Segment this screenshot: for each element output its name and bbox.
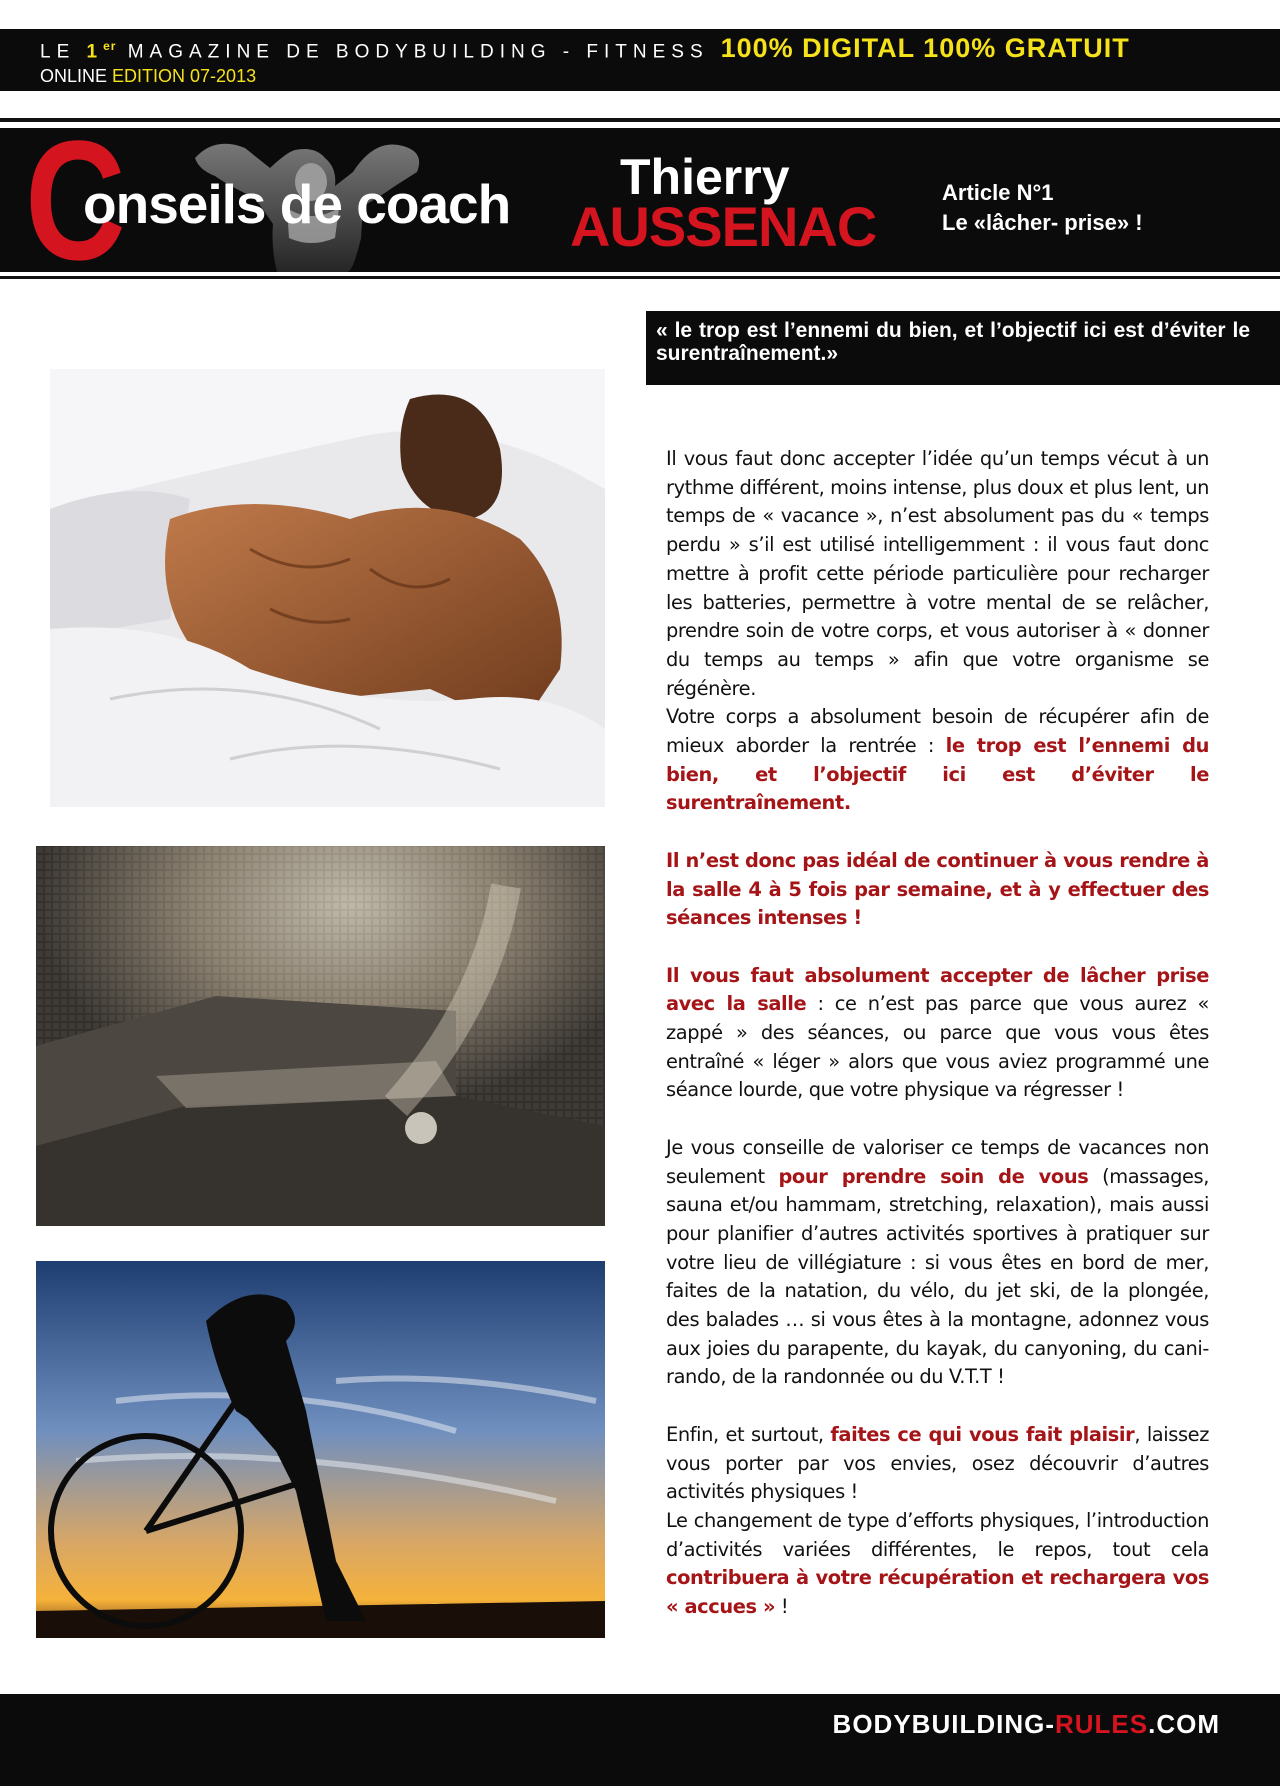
hammam-photo xyxy=(36,846,605,1226)
paragraph-7-text-a: Le changement de type d’efforts physiques, l’introduction d’activités variées différentes, le repos, tout cela xyxy=(666,1508,1209,1561)
paragraph-2 xyxy=(666,703,1209,818)
spacer xyxy=(666,818,1209,847)
paragraph-5-text-a: Je vous conseille de valoriser ce temps de vacances non seulement xyxy=(666,1135,1209,1188)
paragraph-3: Il n’est donc pas idéal de continuer à vous rendre à la salle 4 à 5 fois par semaine, et à y effectuer des séances intenses ! xyxy=(666,848,1209,930)
edition-line xyxy=(40,66,256,87)
brand-c-letter: C xyxy=(25,128,126,272)
paragraph-1: Il vous faut donc accepter l’idée qu’un temps vécut à un rythme différent, moins intense, plus doux et plus lent, un temps de « vacance », n’est absolument pas du « temps perdu » s’il est utilisé intelligemment : il vous faut donc mettre à profit cette période particulière pour recharger les batteries, permettre à votre mental de se relâcher, prendre soin de votre corps, et vous autoriser à « donner du temps au temps » afin que votre organisme se régénère. xyxy=(666,447,1209,700)
digital-free-label: 100% DIGITAL 100% GRATUIT xyxy=(720,33,1130,63)
paragraph-2-text: Votre corps a absolument besoin de récupérer afin de mieux aborder la rentrée : xyxy=(666,705,1209,758)
header-rule-bottom xyxy=(0,276,1280,279)
spacer xyxy=(666,1105,1209,1134)
spacer xyxy=(666,933,1209,962)
website-link[interactable] xyxy=(833,1709,1220,1740)
pull-quote: « le trop est l’ennemi du bien, et l’objectif ici est d’éviter le surentraînement.» xyxy=(646,311,1280,385)
paragraph-2-highlight: le trop est l’ennemi du bien, et l’objectif ici est d’éviter le surentraînement. xyxy=(666,734,1210,815)
site-part-2: RULES xyxy=(1054,1709,1149,1739)
tagline-magazine: MAGAZINE DE BODYBUILDING - FITNESS xyxy=(116,41,709,62)
paragraph-6-text-b: , laissez vous porter par vos envies, osez découvrir d’autres activités physiques ! xyxy=(666,1422,1209,1504)
article-body xyxy=(666,445,1209,1622)
tagline-prefix: LE xyxy=(40,41,87,62)
paragraph-7-highlight: contribuera à votre récupération et rechargera vos « accues » xyxy=(666,1566,1209,1619)
column-title: onseils de coach xyxy=(83,173,511,235)
online-label: ONLINE xyxy=(40,66,113,86)
sleeping-man-photo xyxy=(50,369,605,807)
paragraph-7 xyxy=(666,1507,1209,1622)
article-subtitle: Le «lâcher- prise» ! xyxy=(942,210,1143,235)
magazine-tagline xyxy=(40,39,709,63)
tagline-first: 1 xyxy=(86,41,104,62)
tagline-first-sup: er xyxy=(103,38,117,53)
paragraph-4-highlight: Il vous faut absolument accepter de lâcher prise avec la salle xyxy=(666,963,1209,1016)
paragraph-4 xyxy=(666,962,1209,1106)
article-number: Article N°1 xyxy=(942,180,1054,205)
page-footer xyxy=(0,1694,1280,1786)
paragraph-7-text-b: ! xyxy=(775,1595,789,1619)
paragraph-6-text-a: Enfin, et surtout, xyxy=(666,1422,831,1446)
author-first-name: Thierry xyxy=(620,149,790,205)
header-rule-top xyxy=(0,118,1280,122)
edition-label: EDITION 07-2013 xyxy=(112,66,257,86)
paragraph-6-highlight: faites ce qui vous fait plaisir xyxy=(830,1422,1135,1446)
paragraph-5 xyxy=(666,1134,1209,1392)
paragraph-5-highlight: pour prendre soin de vous xyxy=(778,1164,1089,1188)
banner-line-1 xyxy=(40,33,1130,65)
article-header xyxy=(0,128,1280,272)
paragraph-4-text: : ce n’est pas parce que vous aurez « zappé » des séances, ou parce que vous vous êtes entraîné « léger » alors que vous aviez programmé une séance lourde, que votre physique va régresser ! xyxy=(666,992,1209,1102)
site-part-1: BODYBUILDING- xyxy=(832,1709,1055,1739)
paragraph-5-text-b: (massages, sauna et/ou hammam, stretching, relaxation), mais aussi pour planifier d’autres activités sportives à pratiquer sur votre lieu de villégiature : si vous êtes en bord de mer, faites de la natation, du vélo, du jet ski, de la plongée, des balades … si vous êtes à la montagne, adonnez vous aux joies du parapente, du kayak, du canyoning, du cani-rando, de la randonnée ou du V.T.T ! xyxy=(666,1164,1210,1389)
cyclist-sunset-photo xyxy=(36,1261,605,1638)
author-last-name: AUSSENAC xyxy=(570,195,877,258)
spacer xyxy=(666,1392,1209,1421)
paragraph-6 xyxy=(666,1421,1209,1507)
site-part-3: .COM xyxy=(1148,1709,1220,1739)
magazine-banner xyxy=(0,29,1280,91)
